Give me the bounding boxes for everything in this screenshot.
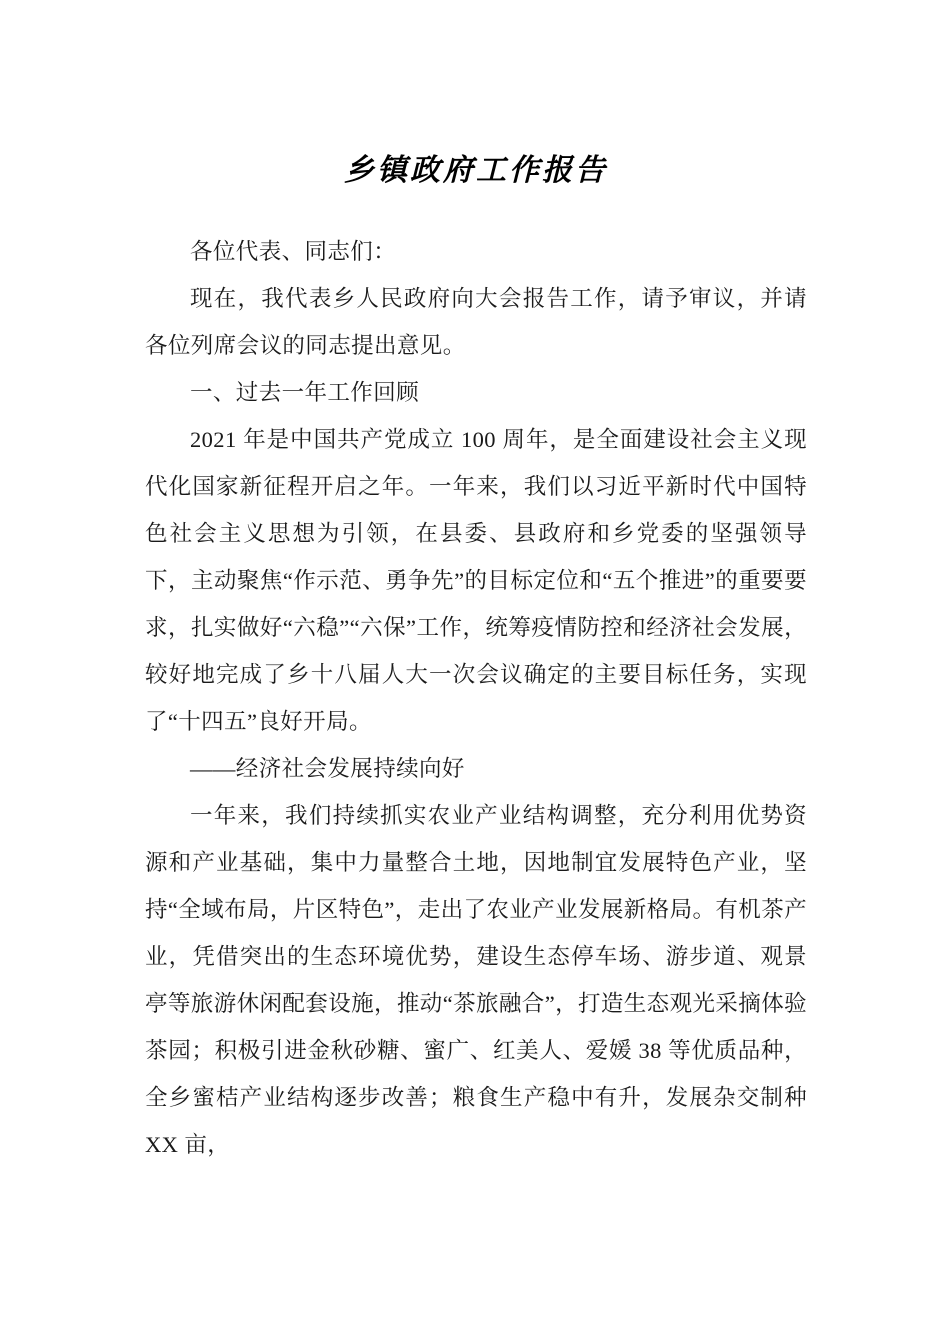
salutation: 各位代表、同志们： <box>190 239 397 264</box>
section-heading-one: 一、过去一年工作回顾 <box>190 380 420 405</box>
page-title: 乡镇政府工作报告 <box>344 154 608 187</box>
economy-paragraph: 一年来，我们持续抓实农业产业结构调整，充分利用优势资源和产业基础，集中力量整合土地，因地制宜发展特色产业，坚持“全域布局，片区特色”，走出了农业产业发展新格局。有机茶产业，凭借突出的生态环境优势，建设生态停车场、游步道、观景亭等旅游休闲配套设施，推动“茶旅融合”，打造生态观光采摘体验茶园；积极引进金秋砂糖、蜜广、红美人、爱媛 38 等优质品种，全乡蜜桔产业结构逐步改善；粮食生产稳中有升，发展杂交制种 XX 亩， <box>145 803 807 1157</box>
opening-paragraph: 现在，我代表乡人民政府向大会报告工作，请予审议，并请各位列席会议的同志提出意见。 <box>145 286 807 358</box>
subsection-heading-economy: ——经济社会发展持续向好 <box>190 756 465 781</box>
review-paragraph: 2021 年是中国共产党成立 100 周年，是全面建设社会主义现代化国家新征程开启之年。一年来，我们以习近平新时代中国特色社会主义思想为引领，在县委、县政府和乡党委的坚强领导下，主动聚焦“作示范、勇争先”的目标定位和“五个推进”的重要要求，扎实做好“六稳”“六保”工作，统筹疫情防控和经济社会发展，较好地完成了乡十八届人大一次会议确定的主要目标任务，实现了“十四五”良好开局。 <box>145 427 807 734</box>
document-content <box>145 228 807 1168</box>
